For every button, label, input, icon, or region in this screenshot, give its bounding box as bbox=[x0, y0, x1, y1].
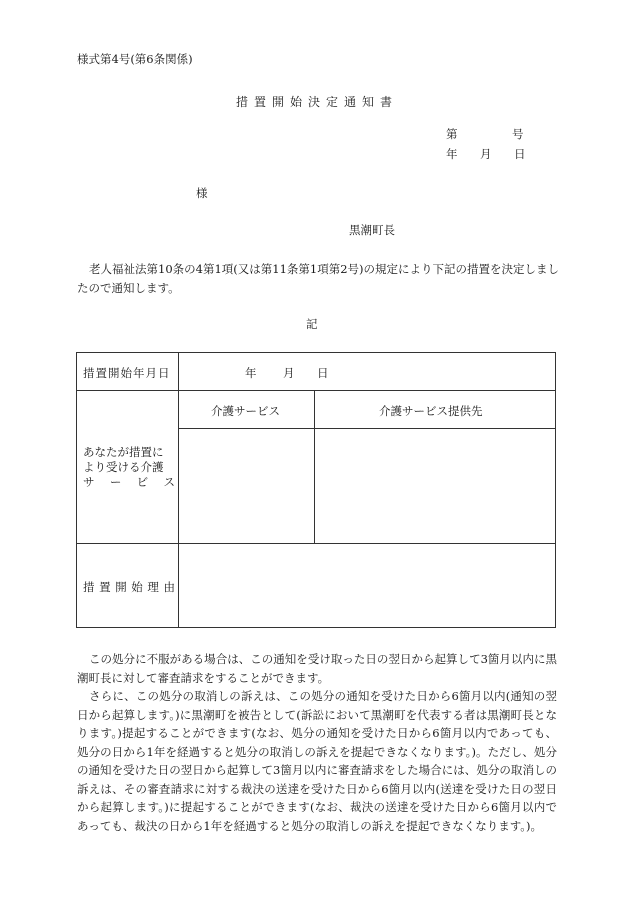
table-rule bbox=[77, 543, 555, 544]
date-year: 年 bbox=[446, 147, 458, 161]
date-month: 月 bbox=[480, 147, 492, 161]
service-label-char: より受ける介護 bbox=[83, 460, 164, 474]
main-text: 老人福祉法第10条の4第1項(又は第11条第1項第2号)の規定により下記の措置を決定しましたので通知します。 bbox=[77, 262, 560, 295]
start-date-label: 措置開始年月日 bbox=[83, 366, 171, 380]
service-label-char: サ bbox=[83, 475, 95, 489]
start-date-day: 日 bbox=[317, 366, 329, 380]
provider-column-header: 介護サービス提供先 bbox=[379, 404, 483, 418]
recipient-honorific: 様 bbox=[196, 186, 208, 200]
service-label-char: あなたが措置に bbox=[83, 445, 164, 459]
service-label-char: ビ bbox=[136, 475, 149, 489]
start-date-month: 月 bbox=[283, 366, 295, 380]
service-column-header: 介護サービス bbox=[211, 404, 280, 418]
ki-heading: 記 bbox=[306, 317, 318, 331]
reason-label-char: 理 bbox=[147, 580, 159, 594]
start-date-value bbox=[245, 365, 329, 381]
reason-label-char: 開 bbox=[115, 580, 127, 594]
document-number-line bbox=[446, 126, 524, 142]
lawsuit-paragraph: さらに、この処分の取消しの訴えは、この処分の通知を受けた日から6箇月以内(通知の翌日から起算します。)に黒潮町を被告として(訴訟において黒潮町を代表する者は黒潮町長となります。)提起することができます(なお、処分の通知を受けた日から6箇月以内であっても、処分の日から1年を経過すると処分の取消しの訴えを提起できなくなります。)。ただし、処分の通知を受けた日の翌日から起算して3箇月以内に審査請求をした場合には、処分の取消しの訴えは、その審査請求に対する裁決の送達を受けた日から6箇月以内(送達を受けた日の翌日から起算します。)に提起することができます(なお、裁決の送達を受けた日から6箇月以内であっても、裁決の日から1年を経過すると処分の取消しの訴えを提起できなくなります。)。 bbox=[77, 689, 557, 833]
service-label-char: ー bbox=[109, 475, 122, 489]
table-rule bbox=[179, 428, 555, 429]
date-day: 日 bbox=[514, 147, 526, 161]
service-label-char: ス bbox=[163, 475, 175, 489]
service-row-label bbox=[83, 445, 175, 490]
table-rule bbox=[178, 353, 179, 627]
reason-label-char: 措 bbox=[83, 580, 95, 594]
number-suffix: 号 bbox=[512, 127, 524, 141]
appeal-paragraph: この処分に不服がある場合は、この通知を受け取った日の翌日から起算して3箇月以内に黒潮町長に対して審査請求をすることができます。 bbox=[77, 652, 557, 685]
service-label-line bbox=[83, 475, 175, 490]
service-label-line bbox=[83, 445, 175, 460]
form-number: 様式第4号(第6条関係) bbox=[77, 52, 193, 66]
reason-label-char: 始 bbox=[131, 580, 143, 594]
reason-label-char: 由 bbox=[163, 580, 175, 594]
start-date-year: 年 bbox=[245, 366, 257, 380]
reason-label-char: 置 bbox=[99, 580, 111, 594]
decision-table bbox=[76, 352, 556, 628]
issuer-name: 黒潮町長 bbox=[349, 223, 395, 237]
service-label-line bbox=[83, 460, 175, 475]
document-title: 措置開始決定通知書 bbox=[236, 95, 399, 109]
table-rule bbox=[77, 390, 555, 391]
appeal-notice bbox=[77, 650, 557, 835]
table-rule bbox=[314, 390, 315, 543]
reason-row-label bbox=[83, 579, 175, 595]
number-prefix: 第 bbox=[446, 127, 458, 141]
issue-date-line bbox=[446, 146, 526, 162]
